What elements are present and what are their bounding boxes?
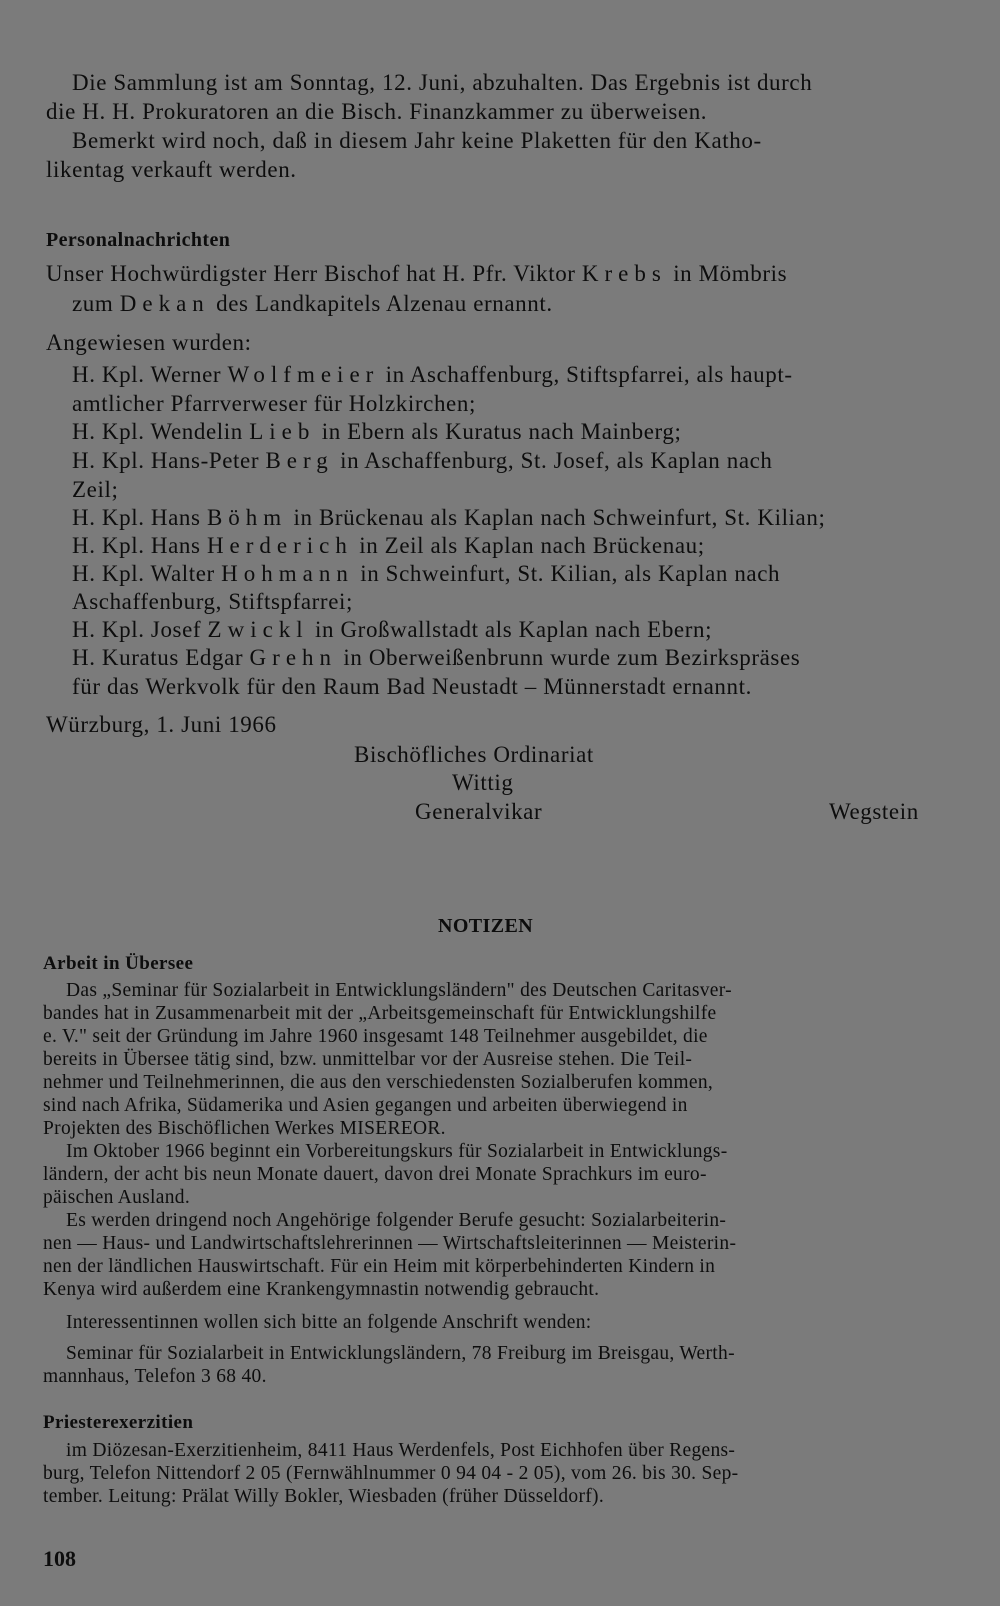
signature-name: Wegstein [829,799,919,824]
text-line: mannhaus, Telefon 3 68 40. [43,1366,267,1387]
text-line: Angewiesen wurden: [46,330,252,355]
signature-name: Wittig [452,770,514,795]
text-line: H. Kpl. Hans-Peter Berg in Aschaffenburg, St. Josef, als Kaplan nach [72,448,773,473]
page-number: 108 [43,1546,76,1571]
text-line: H. Kpl. Walter Hohmann in Schweinfurt, St. Kilian, als Kaplan nach [72,561,781,586]
text-line: Im Oktober 1966 beginnt ein Vorbereitungskurs für Sozialarbeit in Entwicklungs- [66,1141,728,1162]
text-line: H. Kpl. Wendelin Lieb in Ebern als Kuratus nach Mainberg; [72,419,682,444]
text-line: H. Kpl. Hans Herderich in Zeil als Kaplan nach Brückenau; [72,533,705,558]
text-line: ländern, der acht bis neun Monate dauert, davon drei Monate Sprachkurs im euro- [43,1164,707,1185]
text-line: H. Kpl. Josef Zwickl in Großwallstadt als Kaplan nach Ebern; [72,617,713,642]
section-heading: Priesterexerzitien [43,1412,194,1433]
text-line: Bemerkt wird noch, daß in diesem Jahr keine Plaketten für den Katho- [72,128,762,153]
signature-title: Generalvikar [415,799,543,824]
text-line: die H. H. Prokuratoren an die Bisch. Finanzkammer zu überweisen. [46,99,708,124]
text-line: für das Werkvolk für den Raum Bad Neustadt – Münnerstadt ernannt. [72,674,752,699]
section-heading: Personalnachrichten [46,229,231,251]
text-line: nehmer und Teilnehmerinnen, die aus den verschiedensten Sozialberufen kommen, [43,1072,714,1093]
date-line: Würzburg, 1. Juni 1966 [46,712,277,737]
text-line: sind nach Afrika, Südamerika und Asien gegangen und arbeiten überwiegend in [43,1095,688,1116]
text-line: e. V." seit der Gründung im Jahre 1960 insgesamt 148 Teilnehmer ausgebildet, die [43,1026,708,1047]
text-line: Seminar für Sozialarbeit in Entwicklungsländern, 78 Freiburg im Breisgau, Werth- [66,1343,735,1364]
text-line: Unser Hochwürdigster Herr Bischof hat H. Pfr. Viktor Krebs in Mömbris [46,261,788,286]
text-line: Es werden dringend noch Angehörige folgender Berufe gesucht: Sozialarbeiterin- [66,1210,727,1231]
section-title: NOTIZEN [438,915,534,937]
text-line: im Diözesan-Exerzitienheim, 8411 Haus Werdenfels, Post Eichhofen über Regens- [66,1440,736,1461]
text-line: zum Dekan des Landkapitels Alzenau ernannt. [72,291,553,316]
text-line: Das „Seminar für Sozialarbeit in Entwicklungsländern" des Deutschen Caritasver- [66,980,732,1001]
text-line: päischen Ausland. [43,1187,190,1208]
text-line: bereits in Übersee tätig sind, bzw. unmittelbar vor der Ausreise stehen. Die Teil- [43,1049,693,1070]
text-line: H. Kuratus Edgar Grehn in Oberweißenbrunn wurde zum Bezirkspräses [72,645,801,670]
text-line: Zeil; [72,477,119,502]
text-line: Die Sammlung ist am Sonntag, 12. Juni, abzuhalten. Das Ergebnis ist durch [72,70,813,95]
text-line: Interessentinnen wollen sich bitte an folgende Anschrift wenden: [66,1312,592,1333]
text-line: H. Kpl. Werner Wolfmeier in Aschaffenburg, Stiftspfarrei, als haupt- [72,362,793,387]
text-line: Aschaffenburg, Stiftspfarrei; [72,589,353,614]
text-line: amtlicher Pfarrverweser für Holzkirchen; [72,391,476,416]
text-line: burg, Telefon Nittendorf 2 05 (Fernwählnummer 0 94 04 - 2 05), vom 26. bis 30. Sep- [43,1463,739,1484]
text-line: nen — Haus- und Landwirtschaftslehrerinnen — Wirtschaftsleiterinnen — Meisterin- [43,1233,737,1254]
text-line: Kenya wird außerdem eine Krankengymnastin notwendig gebraucht. [43,1279,600,1300]
text-line: tember. Leitung: Prälat Willy Bokler, Wiesbaden (früher Düsseldorf). [43,1486,605,1507]
signature-office: Bischöfliches Ordinariat [354,742,594,767]
text-line: H. Kpl. Hans Böhm in Brückenau als Kaplan nach Schweinfurt, St. Kilian; [72,505,826,530]
text-line: likentag verkauft werden. [46,157,297,182]
text-line: bandes hat in Zusammenarbeit mit der „Arbeitsgemeinschaft für Entwicklungshilfe [43,1003,717,1024]
text-line: Projekten des Bischöflichen Werkes MISEREOR. [43,1118,446,1139]
text-line: nen der ländlichen Hauswirtschaft. Für ein Heim mit körperbehinderten Kindern in [43,1256,716,1277]
section-heading: Arbeit in Übersee [43,953,194,974]
